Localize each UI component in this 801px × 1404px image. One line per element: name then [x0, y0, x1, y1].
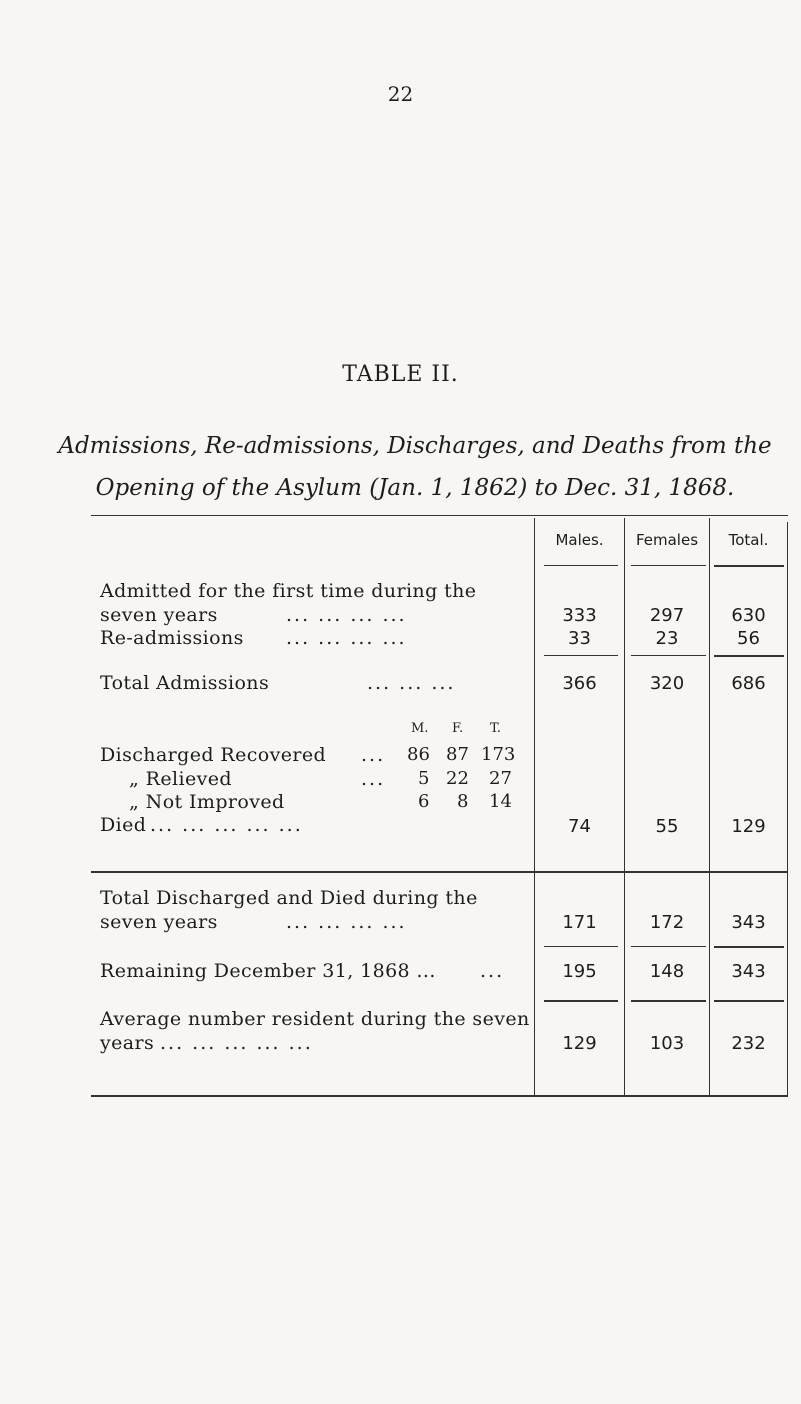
row-label-discharged-recovered: Discharged Recovered	[100, 744, 327, 766]
table-final-rule	[91, 1095, 788, 1097]
column-divider-3-lower	[709, 868, 710, 1096]
subtotal-rule-females	[631, 655, 706, 656]
row-label-average-cont: years	[100, 1032, 155, 1054]
header-rule-males	[544, 565, 618, 566]
cell-remaining-total: 343	[731, 961, 766, 982]
not-improved-f: 8	[457, 791, 469, 812]
table-title: TABLE II.	[342, 362, 459, 387]
caption-line-1: Admissions, Re-admissions, Discharges, and Deaths from the	[58, 433, 772, 459]
cell-total-discharged-females: 172	[649, 912, 685, 933]
caption-line-2: Opening of the Asylum (Jan. 1, 1862) to Dec. 31, 1868.	[95, 475, 735, 501]
cell-remaining-females: 148	[649, 961, 685, 982]
subtotal-rule-males	[544, 655, 618, 656]
table-bottom-rule	[91, 871, 788, 873]
cell-died-males: 74	[568, 816, 591, 837]
leader-dots: ... ... ... ...	[286, 604, 407, 626]
rule-total	[714, 946, 784, 948]
cell-admitted-females: 297	[649, 605, 685, 626]
relieved-t: 27	[489, 768, 512, 789]
table-top-rule	[91, 515, 788, 516]
cell-remaining-males: 195	[562, 961, 597, 982]
rule-males	[544, 946, 618, 947]
cell-readmissions-females: 23	[655, 628, 679, 649]
row-label-admitted-cont: seven years	[100, 604, 218, 626]
leader-dots: ... ... ...	[367, 672, 456, 694]
header-rule-females	[631, 565, 706, 566]
leader-dots: ...	[361, 744, 386, 766]
header-rule-total	[714, 565, 784, 567]
cell-died-females: 55	[655, 816, 679, 837]
recovered-m: 86	[407, 744, 430, 765]
row-label-total-admissions: Total Admissions	[100, 672, 270, 694]
leader-dots: ... ... ... ... ...	[160, 1032, 313, 1054]
sub-header-m: M.	[411, 721, 429, 736]
row-label-total-discharged-cont: seven years	[100, 911, 218, 933]
table-right-border-lower	[787, 868, 788, 1096]
cell-average-females: 103	[649, 1033, 685, 1054]
row-label-total-discharged: Total Discharged and Died during the	[100, 887, 478, 909]
row-label-average: Average number resident during the seven	[100, 1008, 530, 1030]
row-label-relieved: „ Relieved	[129, 768, 232, 790]
recovered-f: 87	[446, 744, 469, 765]
leader-dots: ... ... ... ...	[286, 911, 407, 933]
cell-admitted-males: 333	[562, 605, 597, 626]
column-divider-1-lower	[534, 868, 535, 1096]
subtotal-rule-total	[714, 655, 784, 657]
cell-total-admissions-total: 686	[731, 673, 766, 694]
column-header-total: Total.	[728, 531, 769, 549]
cell-readmissions-total: 56	[737, 628, 760, 649]
cell-died-total: 129	[731, 816, 766, 837]
sub-header-f: F.	[452, 721, 464, 736]
row-label-remaining: Remaining December 31, 1868 ...	[100, 960, 436, 982]
column-header-males: Males.	[555, 531, 604, 549]
leader-dots: ...	[361, 768, 386, 790]
not-improved-m: 6	[418, 791, 430, 812]
page-number: 22	[387, 82, 414, 106]
cell-readmissions-males: 33	[568, 628, 591, 649]
row-label-admitted: Admitted for the first time during the	[100, 580, 477, 602]
leader-dots: ...	[480, 960, 505, 982]
cell-total-admissions-males: 366	[562, 673, 597, 694]
row-label-died: Died	[100, 814, 147, 836]
cell-total-discharged-total: 343	[731, 912, 766, 933]
cell-average-total: 232	[731, 1033, 766, 1054]
sub-header-t: T.	[490, 721, 501, 736]
cell-admitted-total: 630	[731, 605, 766, 626]
cell-total-admissions-females: 320	[649, 673, 685, 694]
rule-total	[714, 1000, 784, 1002]
rule-females	[631, 1000, 706, 1002]
recovered-t: 173	[481, 744, 516, 765]
relieved-m: 5	[418, 768, 430, 789]
relieved-f: 22	[446, 768, 469, 789]
column-divider-2-lower	[624, 868, 625, 1096]
table-right-border	[787, 522, 788, 870]
row-label-readmissions: Re-admissions	[100, 627, 244, 649]
cell-total-discharged-males: 171	[562, 912, 597, 933]
row-label-not-improved: „ Not Improved	[129, 791, 285, 813]
leader-dots: ... ... ... ... ...	[150, 814, 303, 836]
rule-males	[544, 1000, 618, 1002]
not-improved-t: 14	[489, 791, 512, 812]
column-header-females: Females	[635, 531, 699, 549]
rule-females	[631, 946, 706, 947]
leader-dots: ... ... ... ...	[286, 627, 407, 649]
cell-average-males: 129	[562, 1033, 597, 1054]
